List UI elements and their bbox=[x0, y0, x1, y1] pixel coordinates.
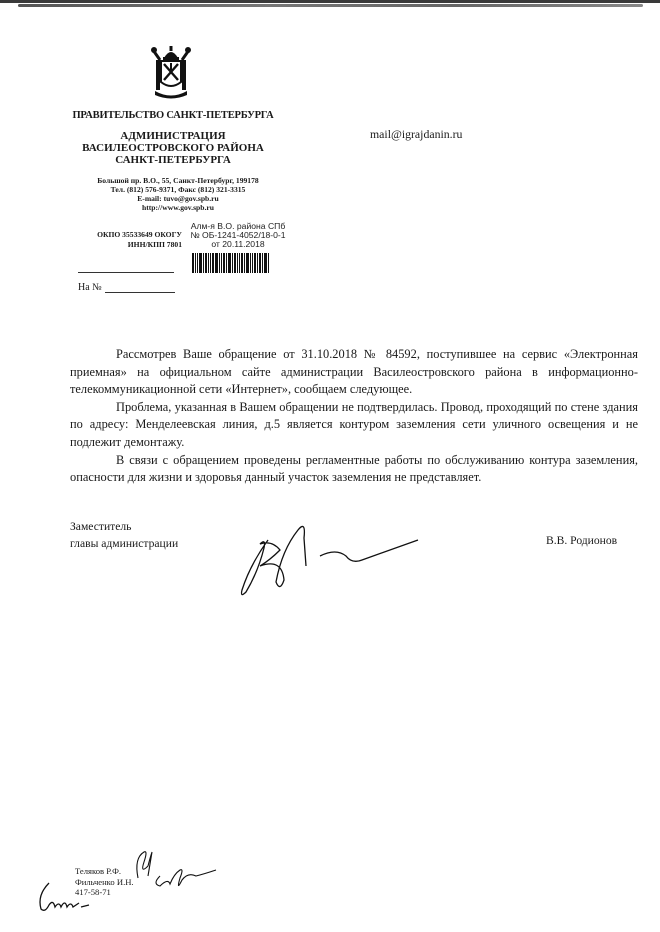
stamp-date: от 20.11.2018 bbox=[211, 239, 265, 249]
barcode-bar bbox=[259, 253, 261, 273]
executor-signature bbox=[130, 848, 220, 898]
barcode-bar bbox=[205, 253, 207, 273]
signatory-title-line: Заместитель bbox=[70, 520, 132, 533]
barcode-bar bbox=[199, 253, 202, 273]
recipient-email: mail@igrajdanin.ru bbox=[370, 127, 463, 141]
phone-line: Тел. (812) 576-9371, Факс (812) 321-3315 bbox=[110, 185, 246, 194]
executor-name: Фильченко И.Н. bbox=[75, 876, 134, 887]
barcode-bar bbox=[232, 253, 233, 273]
okpo-okogu: ОКПО 35533649 ОКОГУ bbox=[97, 230, 182, 239]
body-paragraph: Проблема, указанная в Вашем обращении не подтвердилась. Провод, проходящий по стене здания по адресу: Менделеевская линия, д.5 является контуром заземления сети уличного освещения и не подлежит демонтажу. bbox=[70, 399, 638, 449]
barcode-bar bbox=[250, 253, 251, 273]
stamp-org: Алм-я В.О. района СПб bbox=[190, 221, 286, 231]
address-block bbox=[68, 176, 288, 212]
executor-phone: 417-58-71 bbox=[75, 887, 111, 897]
barcode-bar bbox=[268, 253, 269, 273]
barcode-bar bbox=[252, 253, 253, 273]
barcode-bar bbox=[212, 253, 214, 273]
administration-line: ВАСИЛЕОСТРОВСКОГО РАЙОНА bbox=[82, 142, 264, 154]
barcode-bar bbox=[197, 253, 198, 273]
signatory-title bbox=[70, 518, 178, 552]
barcode-bar bbox=[208, 253, 209, 273]
body-paragraph: В связи с обращением проведены регламентные работы по обслуживанию контура заземления, опасности для жизни и здоровья данный участок заземления не представляет. bbox=[70, 452, 638, 485]
registration-stamp bbox=[178, 222, 298, 249]
reference-blank-line bbox=[105, 292, 175, 293]
barcode-bar bbox=[219, 253, 220, 273]
barcode-bar bbox=[203, 253, 204, 273]
scan-top-stroke bbox=[18, 4, 643, 7]
barcode-bar bbox=[262, 253, 263, 273]
barcode-bar bbox=[192, 253, 194, 273]
inn-kpp: ИНН/КПП 7801 bbox=[127, 240, 182, 249]
barcode-bar bbox=[246, 253, 249, 273]
administration-line: АДМИНИСТРАЦИЯ bbox=[120, 130, 226, 142]
government-name: ПРАВИТЕЛЬСТВО САНКТ-ПЕТЕРБУРГА bbox=[72, 110, 274, 121]
executors-block bbox=[75, 866, 134, 898]
reference-label: На № bbox=[78, 282, 102, 293]
body-paragraph: Рассмотрев Ваше обращение от 31.10.2018 № 84592, поступившее на сервис «Электронная приемная» на официальном сайте администрации Василеостровского района в информационно-телекоммуникационной сети «Интернет», сообщаем следующее. bbox=[70, 347, 638, 397]
handwritten-signature bbox=[220, 510, 420, 600]
barcode-bar bbox=[254, 253, 256, 273]
barcode-bar bbox=[195, 253, 196, 273]
barcode-bar bbox=[210, 253, 211, 273]
barcode-bar bbox=[221, 253, 222, 273]
administration-name bbox=[68, 130, 278, 166]
email-line: E-mail: tuvo@gov.spb.ru bbox=[137, 194, 219, 203]
coat-of-arms-icon bbox=[150, 44, 192, 102]
barcode-bar bbox=[234, 253, 236, 273]
barcode-bar bbox=[239, 253, 240, 273]
signatory-name: В.В. Родионов bbox=[546, 534, 618, 547]
barcode bbox=[192, 253, 278, 273]
executor-name: Теляков Р.Ф. bbox=[75, 866, 122, 876]
barcode-bar bbox=[215, 253, 218, 273]
barcode-bar bbox=[223, 253, 225, 273]
barcode-bar bbox=[237, 253, 238, 273]
date-blank-line bbox=[78, 272, 174, 273]
website-line: http://www.gov.spb.ru bbox=[142, 203, 214, 212]
barcode-bar bbox=[228, 253, 231, 273]
address-line: Большой пр. В.О., 55, Санкт-Петербург, 199178 bbox=[97, 176, 259, 185]
codes-block bbox=[72, 230, 182, 250]
barcode-bar bbox=[257, 253, 258, 273]
barcode-bar bbox=[264, 253, 267, 273]
signatory-title-line: главы администрации bbox=[70, 537, 179, 550]
stamp-number: № ОБ-1241-4052/18-0-1 bbox=[190, 230, 286, 240]
barcode-bar bbox=[226, 253, 227, 273]
administration-line: САНКТ-ПЕТЕРБУРГА bbox=[115, 154, 231, 166]
barcode-bar bbox=[241, 253, 243, 273]
letter-body bbox=[70, 346, 638, 487]
barcode-bar bbox=[244, 253, 245, 273]
scan-top-edge bbox=[0, 0, 660, 3]
